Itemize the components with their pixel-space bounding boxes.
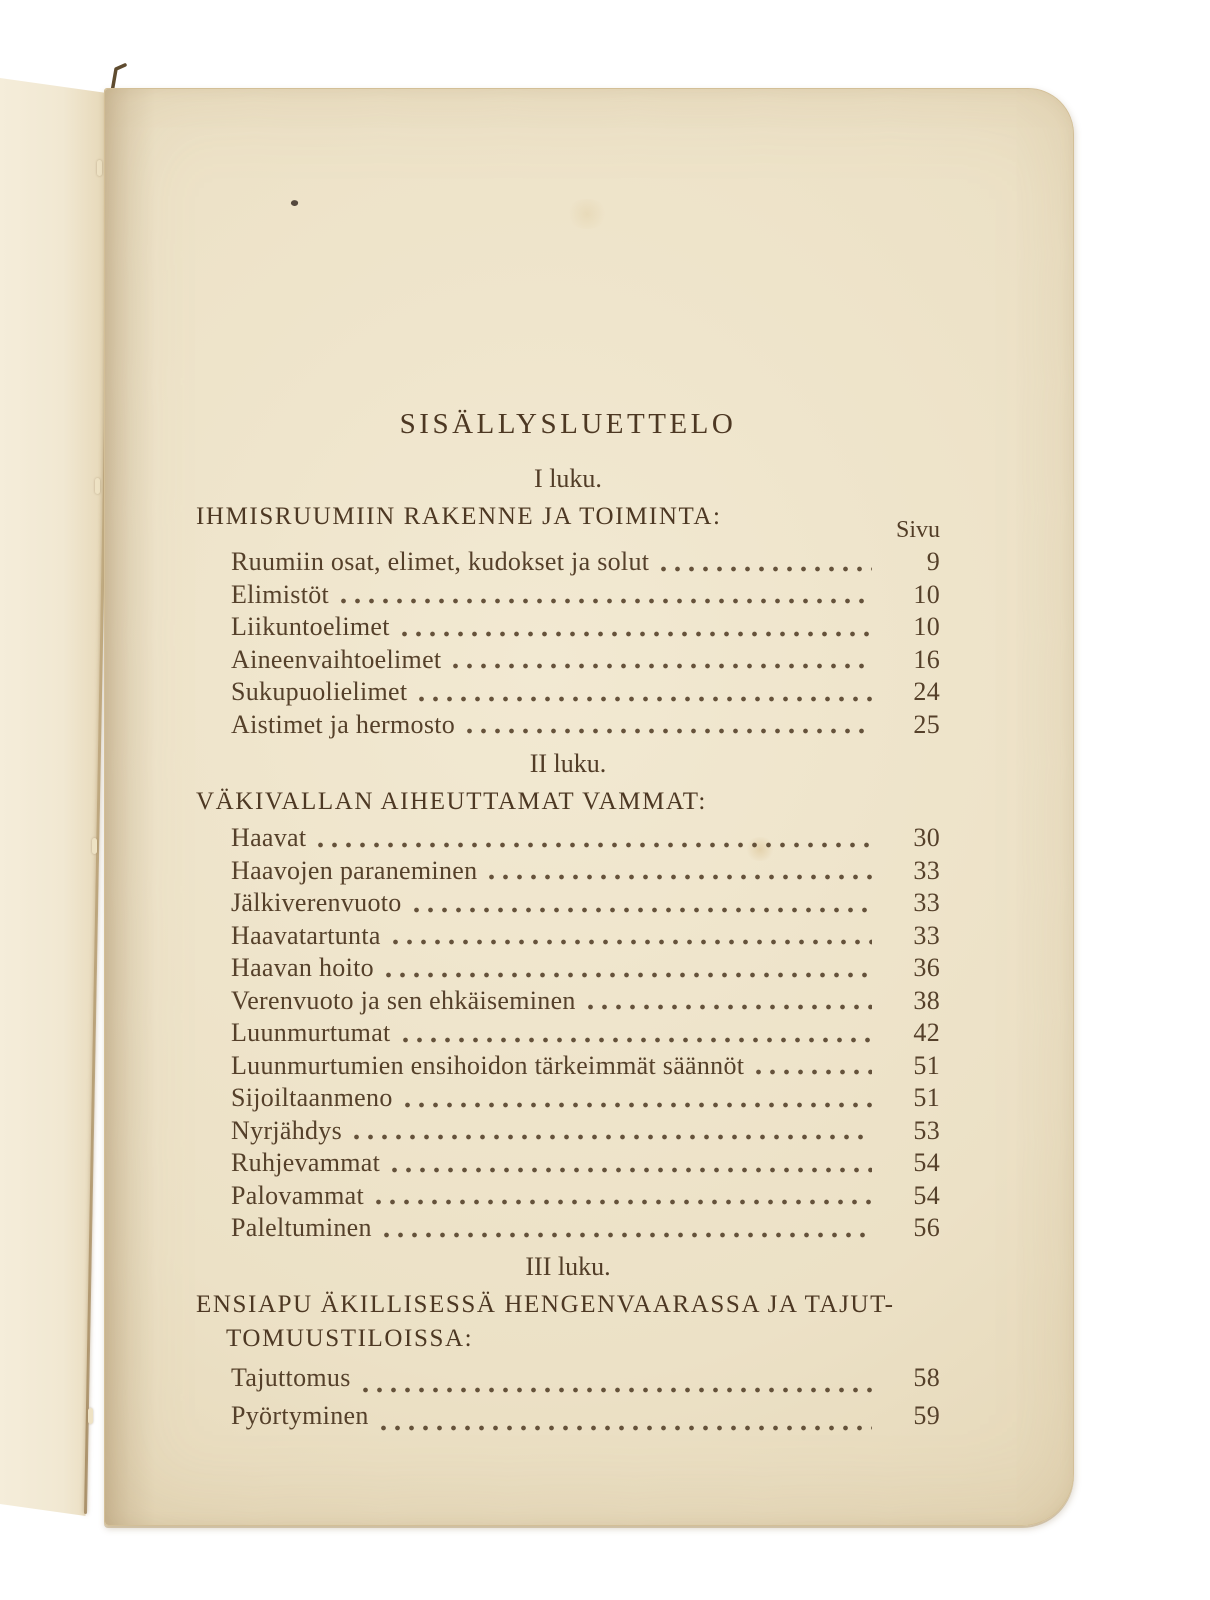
toc-entry: [196, 645, 940, 678]
toc-entry-page: 9: [926, 547, 940, 576]
toc-entry: [196, 1018, 940, 1051]
toc-entry: [196, 547, 940, 580]
toc-entry-title: Haavan hoito: [231, 953, 374, 982]
toc-entry-page: 30: [913, 823, 940, 852]
section-heading-2: VÄKIVALLAN AIHEUTTAMAT VAMMAT:: [196, 788, 707, 815]
toc-entry-title: Liikuntoelimet: [231, 612, 390, 641]
toc-entry-page: 51: [913, 1083, 940, 1112]
dot-leader: [405, 1101, 872, 1109]
dot-leader: [386, 971, 872, 979]
toc-entry: [196, 710, 940, 743]
toc-entry-title: Jälkiverenvuoto: [231, 888, 402, 917]
toc-entry-page: 33: [913, 920, 940, 950]
toc-entry-page: 33: [913, 888, 940, 917]
toc-entry-page: 36: [913, 953, 940, 982]
toc-entry-page: 59: [913, 1400, 940, 1430]
toc-entry: [196, 1213, 940, 1246]
toc-entry-page: 54: [913, 1148, 940, 1177]
dot-leader: [318, 841, 872, 849]
toc-entry-title: Haavatartunta: [231, 920, 381, 950]
toc-entry: [196, 921, 940, 954]
toc-entry-title: Haavojen paraneminen: [231, 855, 478, 885]
chapter-heading-3: III luku.: [525, 1251, 611, 1281]
binding-stitch: [97, 160, 102, 176]
dot-leader: [402, 630, 872, 638]
toc-content: [196, 406, 940, 1439]
dot-leader: [376, 1198, 872, 1206]
toc-entry: [196, 888, 940, 921]
toc-entry-page: 33: [913, 855, 940, 885]
toc-page: [104, 88, 1074, 1526]
dot-leader: [354, 1133, 872, 1141]
toc-entry: [196, 612, 940, 645]
section-heading-1: IHMISRUUMIIN RAKENNE JA TOIMINTA:: [196, 503, 722, 530]
dot-leader: [453, 662, 872, 670]
binding-stitch: [88, 1408, 93, 1424]
toc-entry-page: 51: [913, 1050, 940, 1080]
chapter-heading-2: II luku.: [529, 749, 607, 778]
binding-stitch: [95, 478, 100, 494]
toc-entry-page: 24: [913, 677, 940, 706]
toc-entry-page: 58: [913, 1362, 940, 1392]
section-heading-row-1: [196, 502, 940, 543]
toc-entry-page: 38: [913, 985, 940, 1015]
page-column-header: Sivu: [895, 517, 940, 543]
toc-entry-title: Paleltuminen: [231, 1213, 372, 1242]
toc-entry-title: Tajuttomus: [231, 1362, 351, 1392]
toc-list-3: [196, 1363, 940, 1439]
toc-entry-page: 56: [913, 1213, 940, 1242]
dot-leader: [414, 906, 872, 914]
toc-entry: [196, 677, 940, 710]
dot-leader: [384, 1231, 872, 1239]
toc-entry: [196, 1051, 940, 1084]
paper-stain: [565, 199, 609, 229]
toc-entry-title: Palovammat: [231, 1180, 364, 1210]
toc-entry-title: Ruumiin osat, elimet, kudokset ja solut: [231, 547, 650, 576]
dot-leader: [403, 1036, 872, 1044]
toc-entry: [196, 1083, 940, 1116]
dot-leader: [363, 1386, 872, 1394]
toc-entry-page: 25: [913, 709, 940, 739]
toc-entry-title: Aineenvaihtoelimet: [231, 644, 442, 674]
toc-entry-title: Verenvuoto ja sen ehkäiseminen: [231, 985, 576, 1015]
toc-list-1: [196, 547, 940, 742]
dot-leader: [393, 938, 872, 946]
toc-entry: [196, 1181, 940, 1214]
toc-entry: [196, 1148, 940, 1181]
toc-entry-title: Sukupuolielimet: [231, 677, 408, 706]
toc-entry-page: 54: [913, 1180, 940, 1210]
toc-entry: [196, 986, 940, 1019]
chapter-heading-1: I luku.: [534, 464, 602, 493]
toc-entry-page: 10: [913, 612, 940, 641]
toc-list-2: [196, 823, 940, 1246]
dot-leader: [489, 873, 872, 881]
toc-entry-page: 16: [913, 644, 940, 674]
toc-entry-page: 10: [913, 579, 940, 609]
toc-entry-page: 42: [913, 1018, 940, 1047]
toc-entry: [196, 1363, 940, 1401]
toc-entry: [196, 856, 940, 889]
dot-leader: [419, 695, 872, 703]
dot-leader: [756, 1068, 872, 1076]
dot-leader: [588, 1003, 872, 1011]
toc-entry-title: Luunmurtumien ensihoidon tärkeimmät säännöt: [231, 1050, 745, 1080]
toc-entry-title: Nyrjähdys: [231, 1115, 343, 1145]
toc-entry-title: Luunmurtumat: [231, 1018, 391, 1047]
toc-entry-title: Pyörtyminen: [231, 1400, 369, 1430]
toc-entry: [196, 1401, 940, 1439]
toc-entry: [196, 1116, 940, 1149]
toc-entry: [196, 953, 940, 986]
toc-entry-title: Haavat: [231, 823, 307, 852]
dot-leader: [392, 1166, 872, 1174]
section-heading-3-line1: ENSIAPU ÄKILLISESSÄ HENGENVAARASSA JA TAJUT-: [196, 1290, 895, 1318]
dot-leader: [661, 565, 872, 573]
dot-leader: [467, 727, 872, 735]
toc-title: SISÄLLYSLUETTELO: [399, 408, 737, 440]
toc-entry-title: Sijoiltaanmeno: [231, 1083, 393, 1112]
section-heading-3-line2: TOMUUSTILOISSA:: [226, 1324, 474, 1352]
dot-leader: [341, 597, 872, 605]
toc-entry-title: Ruhjevammat: [231, 1148, 381, 1177]
toc-entry-title: Elimistöt: [231, 579, 330, 609]
toc-entry: [196, 823, 940, 856]
dot-leader: [381, 1424, 872, 1432]
toc-entry-title: Aistimet ja hermosto: [231, 709, 456, 739]
binding-stitch: [92, 838, 97, 854]
toc-entry: [196, 580, 940, 613]
toc-entry-page: 53: [913, 1115, 940, 1145]
